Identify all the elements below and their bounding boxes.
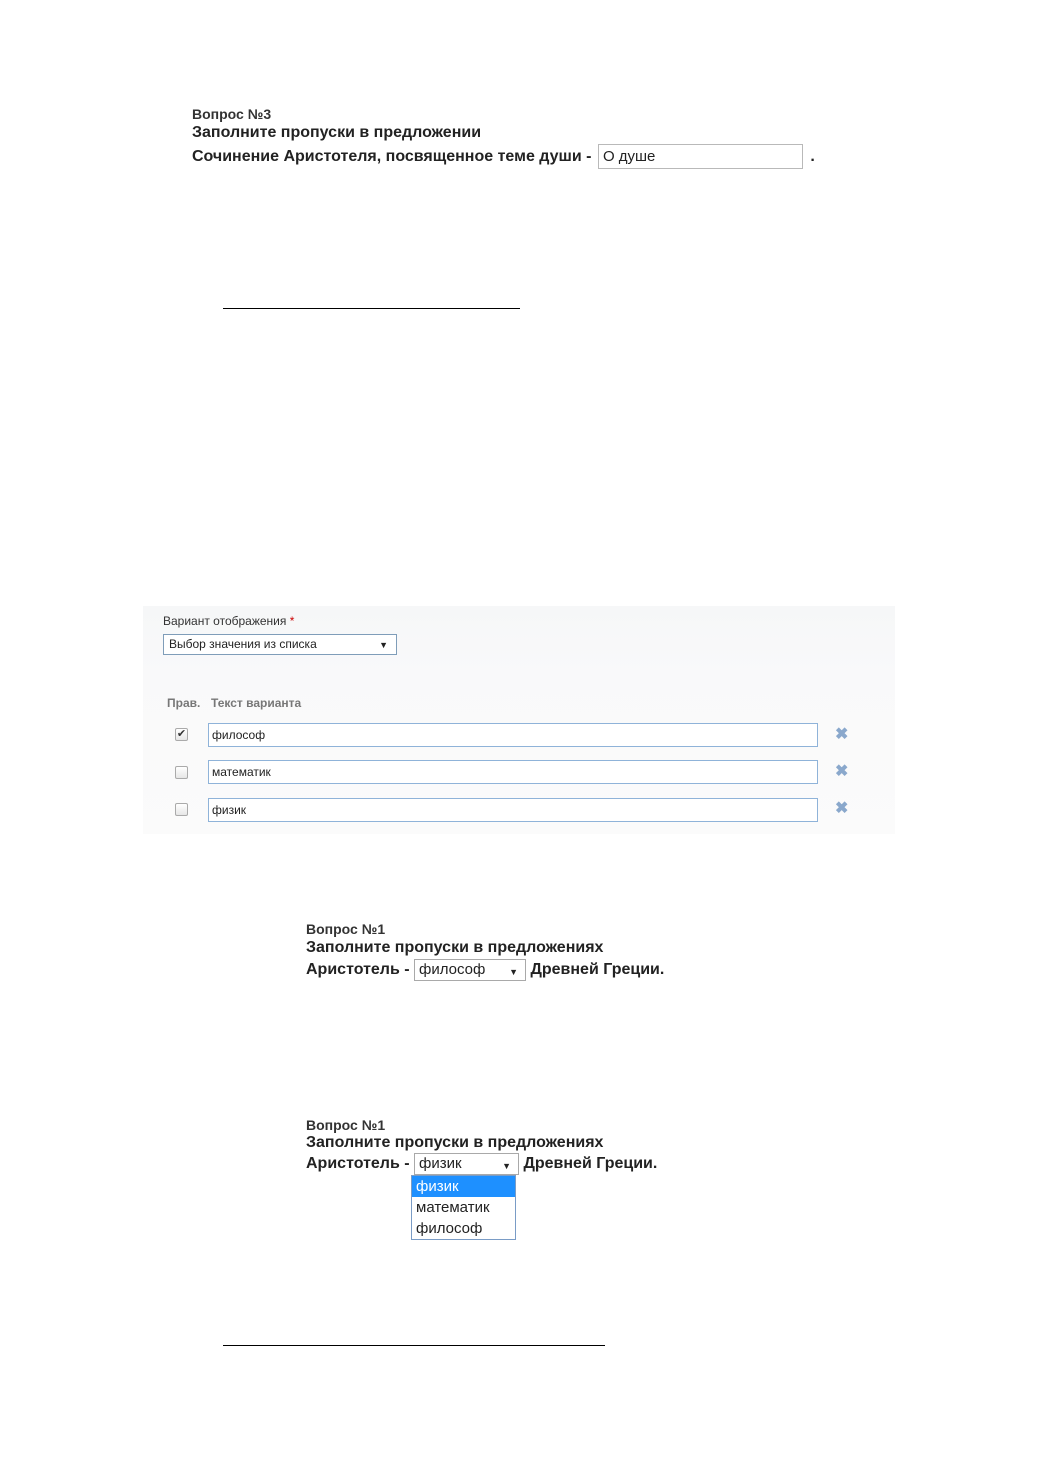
separator-line	[223, 308, 520, 309]
question1a-sentence-end: Древней Греции.	[530, 961, 665, 978]
correct-checkbox[interactable]: ✔	[176, 728, 187, 740]
column-header-correct: Прав.	[167, 696, 201, 710]
correct-checkbox[interactable]	[175, 803, 188, 816]
question1b-sentence-end: Древней Греции.	[523, 1155, 658, 1172]
question1b-instruction: Заполните пропуски в предложениях	[306, 1134, 604, 1151]
dropdown-option[interactable]: математик	[416, 1199, 490, 1216]
required-mark: *	[289, 614, 295, 628]
delete-option-icon[interactable]: ✖	[835, 800, 849, 817]
chevron-down-icon: ▼	[509, 966, 519, 977]
question1a-sentence-start: Аристотель -	[306, 961, 410, 978]
display-mode-label-text: Вариант отображения	[163, 614, 287, 628]
question1a-title: Вопрос №1	[306, 921, 386, 937]
answer-select-open[interactable]	[414, 1153, 519, 1175]
option-text-input[interactable]: физик	[208, 798, 818, 822]
option-text-input[interactable]: математик	[208, 760, 818, 784]
column-header-option-text: Текст варианта	[211, 696, 302, 710]
question1b-sentence	[306, 1152, 657, 1175]
answer-dropdown-list	[411, 1175, 516, 1240]
question1a-sentence	[306, 958, 664, 981]
question3-instruction: Заполните пропуски в предложении	[192, 124, 482, 141]
display-mode-value: Выбор значения из списка	[169, 637, 317, 651]
delete-option-icon[interactable]: ✖	[835, 726, 849, 743]
separator-line	[223, 1345, 605, 1346]
dropdown-option[interactable]: физик	[412, 1176, 515, 1197]
answer-select[interactable]	[414, 959, 526, 981]
question1b-title: Вопрос №1	[306, 1117, 386, 1133]
chevron-down-icon: ▼	[379, 640, 388, 650]
answer-options-panel	[143, 606, 895, 834]
answer-select-value: философ	[419, 960, 486, 978]
dropdown-option[interactable]: философ	[416, 1220, 483, 1237]
question1b-sentence-start: Аристотель -	[306, 1155, 410, 1172]
delete-option-icon[interactable]: ✖	[835, 763, 849, 780]
question1a-instruction: Заполните пропуски в предложениях	[306, 939, 604, 956]
answer-select-value: физик	[419, 1154, 462, 1172]
question3-sentence-start: Сочинение Аристотеля, посвященное теме души -	[192, 148, 592, 165]
display-mode-label	[163, 614, 294, 628]
chevron-down-icon: ▼	[502, 1160, 512, 1171]
question3-answer-input[interactable]: О душе	[598, 144, 803, 169]
question3-sentence-end: .	[810, 148, 815, 165]
question3-sentence	[192, 144, 815, 169]
display-mode-select[interactable]	[163, 634, 397, 655]
correct-checkbox[interactable]	[175, 766, 188, 779]
option-text-input[interactable]: философ	[208, 723, 818, 747]
question3-title: Вопрос №3	[192, 106, 272, 122]
